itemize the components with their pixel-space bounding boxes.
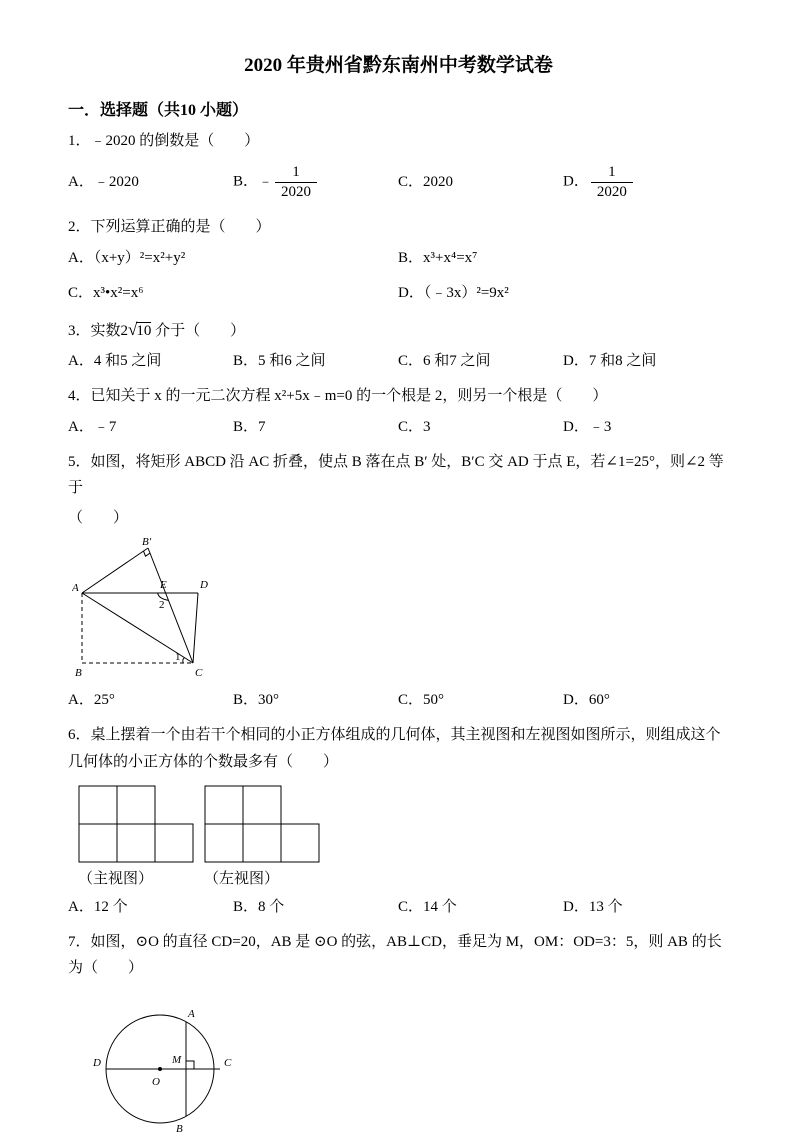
side-view-cell <box>281 824 319 862</box>
q5-option-c <box>398 687 563 714</box>
option-text: ﹣7 <box>93 418 117 435</box>
segment-AB-prime <box>82 548 148 593</box>
question-6 <box>68 722 729 921</box>
label-O: O <box>152 1076 160 1089</box>
option-label: B． <box>233 173 259 190</box>
label-angle-1: 1 <box>175 651 181 664</box>
fraction-denominator: 2020 <box>591 182 633 202</box>
question-2 <box>68 214 729 306</box>
q5-option-d <box>563 687 610 714</box>
q2-stem: 2．下列运算正确的是（ ） <box>68 219 271 236</box>
fraction-denominator: 2020 <box>275 182 317 202</box>
question-5 <box>68 449 729 715</box>
q5-stem: 5．如图，将矩形 ABCD 沿 AC 折叠，使点 B 落在点 B′ 处，B′C 交 AD 于点 E，若∠1=25°，则∠2 等于 <box>68 453 724 496</box>
option-text: （﹣3x）²=9x² <box>423 284 509 301</box>
q3-option-b <box>233 348 398 375</box>
option-text: 8 个 <box>258 898 285 915</box>
q1-stem: 1．﹣2020 的倒数是（ ） <box>68 133 260 149</box>
angle-1-arc <box>183 658 185 663</box>
option-label: A． <box>68 692 94 709</box>
side-DC <box>193 593 198 663</box>
option-label: D． <box>398 284 424 301</box>
q2-options-row1 <box>68 245 729 272</box>
option-label: A． <box>68 173 94 190</box>
front-view-cell <box>79 786 117 824</box>
q2-option-b <box>398 245 477 272</box>
q5-option-b <box>233 687 398 714</box>
option-label: B． <box>233 418 259 435</box>
option-text: 50° <box>423 692 445 709</box>
option-label: D． <box>563 173 589 190</box>
option-label: B． <box>233 692 259 709</box>
q1-option-b <box>233 161 398 204</box>
question-4 <box>68 383 729 440</box>
side-view-cell <box>243 824 281 862</box>
q3-options <box>68 348 729 375</box>
option-text: 2020 <box>423 173 454 190</box>
option-text: 4 和5 之间 <box>93 353 162 370</box>
q6-figures <box>78 785 729 892</box>
option-label: A． <box>68 898 94 915</box>
q6-option-d <box>563 894 623 921</box>
q4-option-c <box>398 414 563 441</box>
label-C: C <box>195 667 203 680</box>
q3-stem-post: 介于（ ） <box>151 322 246 339</box>
option-text: x³+x⁴=x⁷ <box>423 249 478 266</box>
fraction-numerator: 1 <box>292 164 300 180</box>
side-view-cell <box>205 786 243 824</box>
label-angle-2: 2 <box>159 599 165 612</box>
fraction <box>275 163 317 202</box>
option-text: ﹣2020 <box>93 173 139 190</box>
option-label: B． <box>233 353 259 370</box>
option-label: A． <box>68 353 94 370</box>
front-view-cell <box>79 824 117 862</box>
label-B-prime: B′ <box>142 536 152 549</box>
q3-stem <box>68 315 729 345</box>
option-label: C． <box>398 173 424 190</box>
label-D: D <box>93 1057 101 1070</box>
q2-option-d <box>398 280 509 307</box>
option-label: D． <box>563 692 589 709</box>
option-text: （x+y）²=x²+y² <box>93 249 186 266</box>
label-M: M <box>172 1054 182 1067</box>
option-label: C． <box>398 353 424 370</box>
q2-option-a <box>68 245 398 272</box>
q4-option-a <box>68 414 233 441</box>
label-E: E <box>160 579 167 592</box>
q3-option-d <box>563 348 656 375</box>
label-B: B <box>176 1123 183 1136</box>
front-view-diagram <box>78 785 195 864</box>
option-text: 6 和7 之间 <box>423 353 491 370</box>
label-D: D <box>200 579 208 592</box>
option-label: A． <box>68 418 94 435</box>
option-text: 3 <box>423 418 431 435</box>
q2-options-row2 <box>68 280 729 307</box>
q6-options <box>68 894 729 921</box>
fraction-numerator: 1 <box>608 164 616 180</box>
q1-option-d <box>563 161 635 204</box>
option-text: 7 和8 之间 <box>588 353 657 370</box>
q3-stem-pre: 3．实数2 <box>68 322 129 339</box>
option-text: 13 个 <box>588 898 623 915</box>
option-label: C． <box>398 692 424 709</box>
option-label: B． <box>233 898 259 915</box>
label-A: A <box>188 1008 195 1021</box>
q1-options <box>68 158 729 206</box>
front-view-cell <box>155 824 193 862</box>
front-view-block <box>78 785 195 892</box>
q3-option-a <box>68 348 233 375</box>
section-heading: 一．选择题（共10 小题） <box>68 102 249 119</box>
front-view-cell <box>117 824 155 862</box>
front-view-cell <box>117 786 155 824</box>
option-label: C． <box>68 284 94 301</box>
option-text: 7 <box>258 418 266 435</box>
option-text: x³•x²=x⁶ <box>93 284 144 301</box>
q5-answer-blank: （ ） <box>68 510 129 526</box>
q5-option-a <box>68 687 233 714</box>
option-text: 12 个 <box>93 898 128 915</box>
q2-option-c <box>68 280 398 307</box>
label-C: C <box>224 1057 232 1070</box>
q4-option-d <box>563 414 611 441</box>
option-text: 60° <box>588 692 610 709</box>
side-view-block <box>204 785 321 892</box>
option-label: D． <box>563 418 589 435</box>
q1-option-c <box>398 169 563 196</box>
option-label: A． <box>68 249 94 266</box>
fraction <box>591 163 633 202</box>
question-7 <box>68 929 729 1145</box>
q6-stem: 6．桌上摆着一个由若干个相同的小正方体组成的几何体，其主视图和左视图如图所示，则组成这个几何体的小正方体的个数最多有（ ） <box>68 727 721 770</box>
right-angle-mark <box>186 1061 194 1069</box>
label-A: A <box>72 582 79 595</box>
side-view-caption: （左视图） <box>204 870 280 887</box>
q6-option-b <box>233 894 398 921</box>
radicand: 10 <box>136 322 152 339</box>
option-label: B． <box>398 249 424 266</box>
side-view-cell <box>243 786 281 824</box>
side-view-diagram <box>204 785 321 864</box>
option-label: C． <box>398 898 424 915</box>
q1-option-a <box>68 169 233 196</box>
center-dot <box>158 1067 162 1071</box>
minus-sign: ﹣ <box>258 173 274 190</box>
q5-options <box>68 687 729 714</box>
q5-figure <box>72 535 729 685</box>
option-text: ﹣3 <box>588 418 612 435</box>
option-text: 14 个 <box>423 898 457 915</box>
q7-stem: 7．如图，⊙O 的直径 CD=20，AB 是 ⊙O 的弦，AB⊥CD，垂足为 M，OM：OD=3：5，则 AB 的长为（ ） <box>68 933 722 976</box>
folded-rectangle-diagram <box>72 535 237 685</box>
segment-B-prime-C <box>148 548 193 663</box>
exam-title: 2020 年贵州省黔东南州中考数学试卷 <box>244 55 553 76</box>
option-label: D． <box>563 353 589 370</box>
question-3 <box>68 315 729 376</box>
q6-option-c <box>398 894 563 921</box>
radical-sign: √ <box>128 319 138 339</box>
side-view-cell <box>205 824 243 862</box>
circle-chord-diagram <box>72 985 262 1145</box>
question-1 <box>68 128 729 206</box>
option-text: 30° <box>258 692 280 709</box>
option-text: 25° <box>93 692 115 709</box>
q7-figure <box>72 985 729 1145</box>
option-label: D． <box>563 898 589 915</box>
q4-stem: 4．已知关于 x 的一元二次方程 x²+5x﹣m=0 的一个根是 2，则另一个根是（ ） <box>68 388 608 405</box>
q3-option-c <box>398 348 563 375</box>
option-label: C． <box>398 418 424 435</box>
front-view-caption: （主视图） <box>78 870 154 887</box>
option-text: 5 和6 之间 <box>258 353 326 370</box>
label-B: B <box>75 667 82 680</box>
q4-options <box>68 414 729 441</box>
q4-option-b <box>233 414 398 441</box>
q6-option-a <box>68 894 233 921</box>
